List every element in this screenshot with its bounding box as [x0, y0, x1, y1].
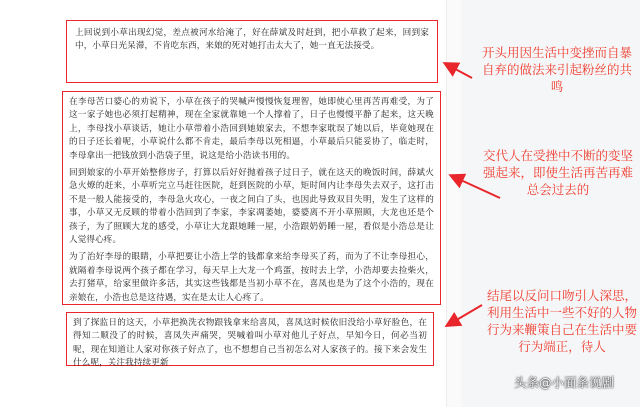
intro-box — [66, 20, 438, 83]
middle-box — [62, 91, 441, 305]
middle-paragraph-3: 为了治好李母的眼睛，小草把要让小浩上学的钱都拿来给李母买了药，而为了不让李母担心，就隔着李母说两个孩子都在学习，每天早上大龙一个鸡蛋，按时去上学，小浩却要去捡柴火，去打猪草，给家里做许多活，其实这些钱都是当初小草不在，喜凤也是为了这个小浩的，现在亲娘在，小浩也总是这待遇，实在是太让人心疼了。 — [69, 252, 434, 303]
middle-paragraph-1: 在李母苦口婆心的劝说下，小草在孩子的哭喊声慢慢恢复理智，她即使心里再苦再难受，为了这一家子她也必须打起精神，现在全家就靠她一个人撑着了，日子也慢慢平静了起来，这天晚上，李母找小草谈话，她让小草带着小浩回到她娘家去，不想李家耽误了她以后，毕竟她现在的日子还长着呢，小草说什么都不肯走，最后李母以死相逼，小草最后只能妥协了，临走时，李母拿出一把钱放到小浩袋子里，说这是给小浩读书用的。 — [69, 97, 434, 161]
annotation-note-2: 交代人在受挫中不断的变坚强起来，即使生活再苦再难总会过去的 — [483, 148, 634, 197]
ending-paragraph: 到了探监日的这天，小草把换洗衣物跟钱拿来给喜凤，喜凤这时候依旧没给小草好脸色，在得知二顺没了的时候，喜凤失声痛哭，哭喊着叫小草对他儿子好点，早知今日，何必当初呢，现在知道让人家对你孩子好点了，也不想想自己当初怎么对人家孩子的。接下来会发生什么呢，关注我持续更新 — [73, 318, 427, 369]
middle-paragraph-2: 回到娘家的小草开始整修房子，打算以后好好抛着孩子过日子，就在这天的晚饭时间，薛斌火急火燎的赶来，小草听完立马赶往医院，赶到医院的小草，矩时间内让李母失去双子，这打击不是一般人能接受的，李母急火攻心，一夜之间白了头，也因此导致双目失明，发生了这样的事，小草又无反顾的带着小浩回到了李家，李家凋萎她，婆婆离不开小草照顾，大龙也还是个孩子，为了照顾大龙的感受，小草让大龙跟她睡一屋，小浩跟奶奶睡一屋，看似是小浩总是让人觉得心疼。 — [69, 168, 434, 246]
intro-paragraph: 上回说到小草出现幻觉，差点被河水给淹了，好在薛斌及时赶到，把小草救了起来，回到家中，小草日光呆滞，不肯吃东西，来娘的死对她打击太大了，她一直无法接受。 — [75, 28, 429, 52]
scrollbar-track[interactable] — [446, 0, 461, 407]
ending-box — [66, 312, 434, 369]
annotation-note-1: 开头用因生活中变挫而自暴自弃的做法来引起粉丝的共鸣 — [482, 45, 633, 94]
annotation-note-3: 结尾以反问口吻引人深思，利用生活中一些不好的人物行为来鞭策自己在生活中要行为端正，待人 — [486, 288, 637, 354]
watermark: 头条@小面条说剧 — [514, 375, 615, 390]
